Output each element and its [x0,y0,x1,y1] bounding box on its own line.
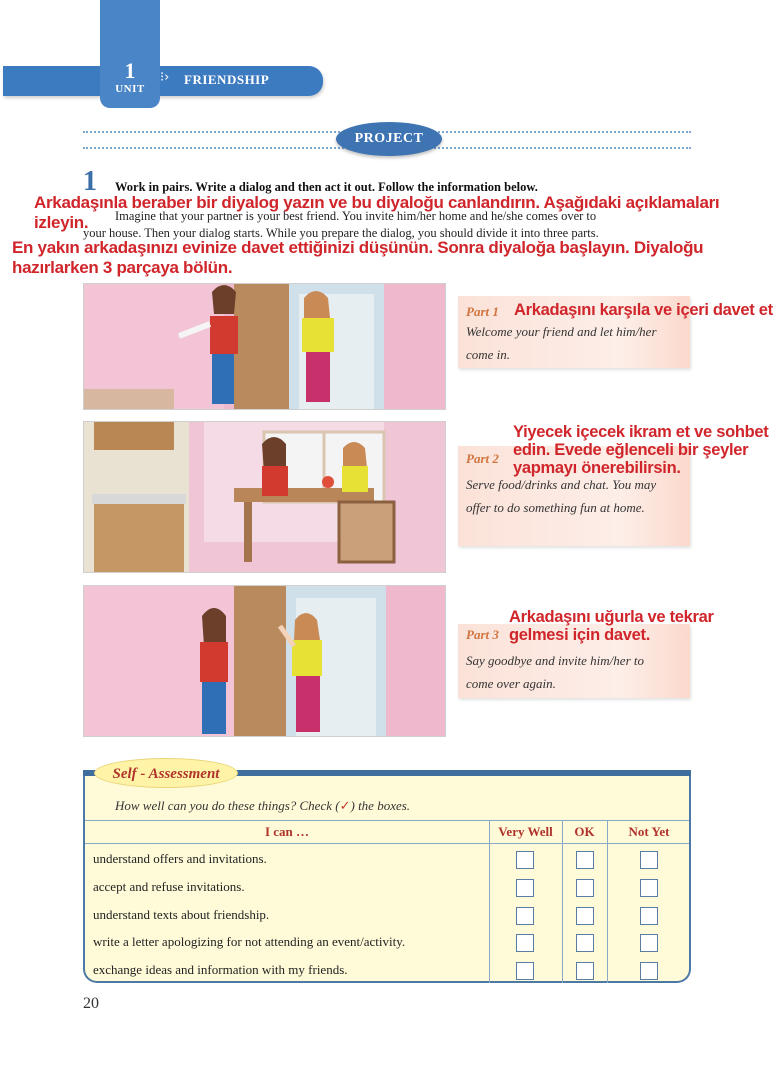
column-header-not-yet: Not Yet [628,824,670,839]
exercise-title: Work in pairs. Write a dialog and then act it out. Follow the information below. [115,180,538,194]
part-3-text-line1: Say goodbye and invite him/her to [466,653,644,668]
part-2-text-line2: offer to do something fun at home. [466,500,645,515]
instruction-text-after: ) the boxes. [350,798,411,813]
unit-badge [106,60,154,104]
project-badge: PROJECT [336,122,442,156]
part-2-text-line1: Serve food/drinks and chat. You may [466,477,657,492]
part-1-text-line2: come in. [466,347,511,362]
checkbox-very-well-row-3[interactable] [516,907,534,925]
part-3-text-line2: come over again. [466,676,556,691]
checkbox-not-yet-row-5[interactable] [640,962,658,980]
unit-label: UNIT [115,83,145,95]
exercise-description-translation-line2: hazırlarken 3 parçaya bölün. [12,258,233,277]
skill-row-2: accept and refuse invitations. [93,879,245,894]
column-divider [562,820,563,983]
scene-goodbye-image [83,585,446,737]
unit-number: 1 [124,58,136,83]
part-3-translation-line2: gelmesi için davet. [509,626,651,644]
part-1-text-line1: Welcome your friend and let him/her [466,324,657,339]
checkbox-not-yet-row-2[interactable] [640,879,658,897]
part-1-label: Part 1 [466,304,499,319]
exercise-description-line1: Imagine that your partner is your best friend. You invite him/her home and he/she comes over to [115,209,597,223]
skill-row-3: understand texts about friendship. [93,907,270,922]
instruction-text-before: How well can you do these things? Check ( [115,798,340,813]
part-2-translation-line3: yapmayı önerebilirsin. [513,459,681,477]
checkbox-ok-row-1[interactable] [576,851,594,869]
checkbox-not-yet-row-4[interactable] [640,934,658,952]
column-divider [607,820,608,983]
part-3-label: Part 3 [466,627,499,642]
unit-title: FRIENDSHIP [184,72,270,87]
exercise-description-line2: your house. Then your dialog starts. While you prepare the dialog, you should divide it into three parts. [83,226,599,240]
scene-serve-food-image [83,421,446,573]
part-2-translation-line1: Yiyecek içecek ikram et ve sohbet [513,423,769,441]
checkbox-ok-row-2[interactable] [576,879,594,897]
exercise-title-translation: Arkadaşınla beraber bir diyalog yazın ve bu diyaloğu canlandırın. Aşağıdaki açıklamaları izleyin. [34,193,720,232]
self-assessment-title: Self - Assessment [94,758,238,788]
exercise-number: 1 [83,166,97,197]
column-header-ok: OK [574,824,595,839]
checkbox-ok-row-5[interactable] [576,962,594,980]
column-header-very-well: Very Well [498,824,553,839]
part-2-translation-line2: edin. Evede eğlenceli bir şeyler [513,441,749,459]
part-3-translation-line1: Arkadaşını uğurla ve tekrar [509,608,714,626]
checkbox-very-well-row-4[interactable] [516,934,534,952]
page-number: 20 [83,995,99,1012]
check-mark-icon: ✓ [339,799,351,814]
skill-row-4: write a letter apologizing for not attending an event/activity. [93,934,406,949]
skill-row-5: exchange ideas and information with my friends. [93,962,348,977]
checkbox-very-well-row-2[interactable] [516,879,534,897]
self-assessment-instruction [115,798,410,814]
skill-row-1: understand offers and invitations. [93,851,267,866]
part-1-translation: Arkadaşını karşıla ve içeri davet et [514,301,773,319]
checkbox-ok-row-4[interactable] [576,934,594,952]
column-divider [489,820,490,983]
checkbox-very-well-row-1[interactable] [516,851,534,869]
exercise-description-translation-line1: En yakın arkadaşınızı evinize davet ettiğinizi düşünün. Sonra diyaloğa başlayın. Diyaloğu [12,238,704,257]
chevron-right-icon: ⁝› [160,70,170,85]
checkbox-not-yet-row-1[interactable] [640,851,658,869]
checkbox-very-well-row-5[interactable] [516,962,534,980]
checkbox-ok-row-3[interactable] [576,907,594,925]
scene-welcome-image [83,283,446,410]
checkbox-not-yet-row-3[interactable] [640,907,658,925]
column-header-i-can: I can … [264,824,310,839]
part-2-label: Part 2 [466,451,499,466]
